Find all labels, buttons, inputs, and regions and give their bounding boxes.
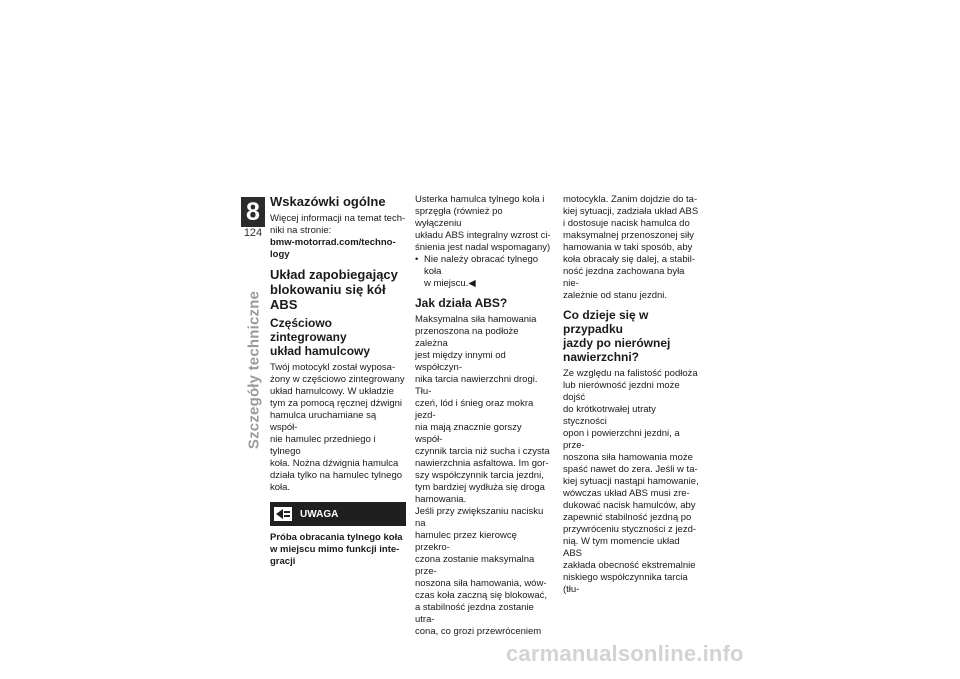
warning-icon xyxy=(274,507,292,521)
column-3 xyxy=(563,194,699,596)
heading-how-abs-works: Jak działa ABS? xyxy=(415,296,508,310)
uneven-surface-text: Ze względu na falistość podłoża lub nierówność jezdni może dojść do krótkotrwałej utraty styczności opon i powierzchni jezdni, a prze- noszona siła hamowania może spaść nawet do zera. Jeśli w ta- kiej sytuacji nastąpi hamowanie, wówczas układ ABS musi zre- dukować nacisk hamulców, aby zapewnić stabilność jezdną po przywróceniu styczności z jezd- nią. W tym momencie układ ABS zakłada obecność ekstremalnie niskiego współczynnika tarcia (tłu- xyxy=(563,368,699,595)
info-text: Więcej informacji na temat tech- niki na stronie: xyxy=(270,213,406,236)
heading-general: Wskazówki ogólne xyxy=(270,194,386,209)
heading-partial-integral: Częściowo zintegrowany układ hamulcowy xyxy=(270,316,371,358)
column-1 xyxy=(270,194,406,568)
rear-brake-failure-text: Usterka hamulca tylnego koła i sprzęgła (również po wyłączeniu układu ABS integralny wzrost ci- śnienia jest nadal wspomagany) xyxy=(415,194,551,253)
watermark: carmanualsonline.info xyxy=(506,641,744,666)
bullet-dot: • xyxy=(415,254,419,265)
warning-label: UWAGA xyxy=(300,508,339,520)
column-2 xyxy=(415,194,551,638)
partial-integral-text: Twój motocykl został wyposa- żony w częściowo zintegrowany układ hamulcowy. W układzie tym za pomocą ręcznej dźwigni hamulca uruchamiane są współ- nie hamulec przedniego i tylnego koła. Nożna dźwignia hamulca działa tylko na hamulec tylnego koła. xyxy=(270,362,405,493)
how-abs-works-text: Maksymalna siła hamowania przenoszona na podłoże zależna jest między innymi od współczyn- nika tarcia nawierzchni drogi. Tłu- czeń, lód i śnieg oraz mokra jezd- nia mają znacznie gorszy współ- czynnik tarcia niż sucha i czysta nawierzchnia asfaltowa. Im gor- szy współczynnik tarcia jezdni, tym bardziej wydłuża się droga hamowania. Jeśli przy zwiększaniu nacisku na hamulec przez kierowcę przekro- czona zostanie maksymalna prze- noszona siła hamowania, wów- czas koła zaczną się blokować, a stabilność jezdna zostanie utra- cona, co grozi przewróceniem xyxy=(415,314,550,637)
warning-bar xyxy=(270,502,406,526)
bullet-item xyxy=(415,254,551,290)
chapter-number: 8 xyxy=(241,197,265,227)
page-number: 124 xyxy=(243,227,263,239)
abs-continuation-text: motocykla. Zanim dojdzie do ta- kiej sytuacji, zadziała układ ABS i dostosuje nacisk hamulca do maksymalnej przenoszonej siły hamowania w taki sposób, aby koła obracały się dalej, a stabil- ność jezdna zachowana była nie- zależnie od stanu jezdni. xyxy=(563,194,699,301)
side-title: Szczegóły techniczne xyxy=(245,290,263,450)
bullet-text: Nie należy obracać tylnego koła w miejscu.◀ xyxy=(424,254,539,289)
bmw-technology-link[interactable]: bmw-motorrad.com/techno- logy xyxy=(270,237,396,260)
heading-uneven-surface: Co dzieje się w przypadku jazdy po nierównej nawierzchni? xyxy=(563,308,671,364)
heading-abs: Układ zapobiegający blokowaniu się kół ABS xyxy=(270,267,398,312)
warning-text: Próba obracania tylnego koła w miejscu mimo funkcji inte- gracji xyxy=(270,532,403,567)
